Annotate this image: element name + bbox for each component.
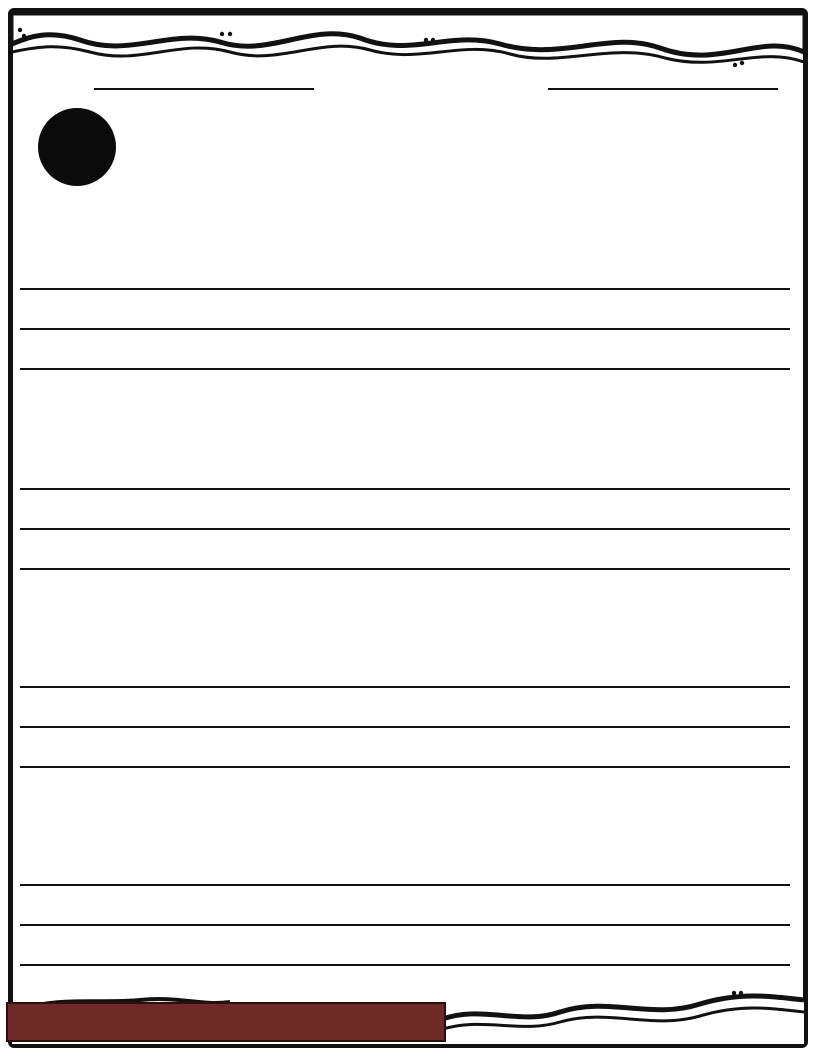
- name-field[interactable]: [94, 88, 314, 90]
- answer-line[interactable]: [20, 568, 790, 570]
- answer-line[interactable]: [20, 726, 790, 728]
- answer-line[interactable]: [20, 964, 790, 966]
- top-wave-border: [12, 14, 804, 67]
- answer-line[interactable]: [20, 488, 790, 490]
- answer-line[interactable]: [20, 884, 790, 886]
- answer-line[interactable]: [20, 528, 790, 530]
- book-title-banner: [6, 1002, 446, 1042]
- answer-line[interactable]: [20, 288, 790, 290]
- answer-line[interactable]: [20, 368, 790, 370]
- chapter-badge: [38, 108, 116, 186]
- answer-line[interactable]: [20, 766, 790, 768]
- date-field[interactable]: [548, 88, 778, 90]
- answer-line[interactable]: [20, 924, 790, 926]
- answer-line[interactable]: [20, 328, 790, 330]
- answer-line[interactable]: [20, 686, 790, 688]
